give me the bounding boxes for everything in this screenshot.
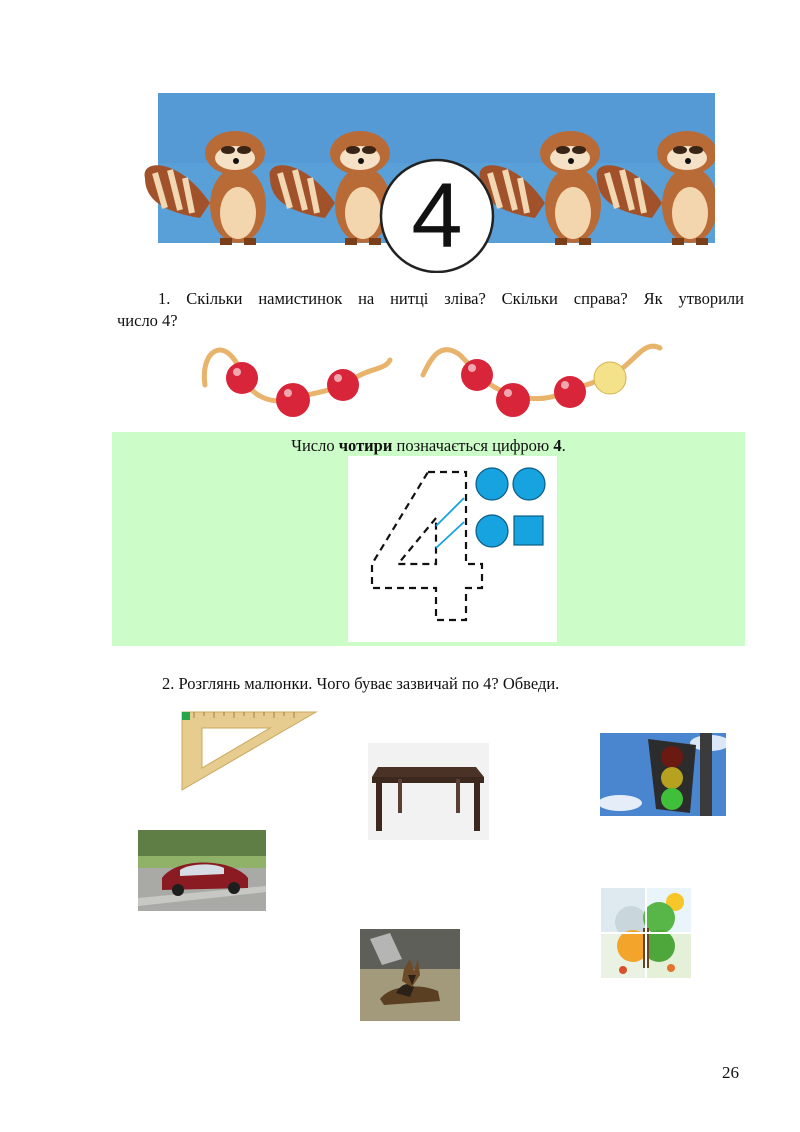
digit-tracing-card xyxy=(348,456,557,642)
exercise-1-line-1: 1. Скільки намистинок на нитці зліва? Скільки справа? Як утворили xyxy=(158,289,744,308)
raccoon-banner xyxy=(140,88,715,273)
shape-square xyxy=(514,516,543,545)
banner-digit: 4 xyxy=(411,165,463,267)
shape-circle-2 xyxy=(513,468,545,500)
shape-circle-3 xyxy=(476,515,508,547)
car-image[interactable] xyxy=(138,830,266,911)
exercise-2-text: 2. Розглянь малюнки. Чого буває зазвичай по 4? Обведи. xyxy=(162,674,560,693)
ruler-triangle-image[interactable] xyxy=(180,710,318,794)
exercise-1-line-2: число 4? xyxy=(117,311,178,330)
info-text-before: Число xyxy=(291,436,339,455)
info-bold-digit: 4 xyxy=(553,436,562,455)
seasons-tree-image[interactable] xyxy=(601,888,691,978)
dog-image[interactable] xyxy=(360,929,460,1021)
traffic-light-image[interactable] xyxy=(600,733,726,816)
info-bold-word: чотири xyxy=(338,436,393,455)
dashed-four-icon xyxy=(348,456,557,642)
info-box-text xyxy=(112,434,745,458)
bead-strings-image xyxy=(185,330,670,425)
info-text-middle: позначається цифрою xyxy=(392,436,554,455)
info-text-end: . xyxy=(561,436,566,455)
info-box xyxy=(112,432,745,646)
shape-circle-1 xyxy=(476,468,508,500)
table-image[interactable] xyxy=(368,743,489,840)
left-bead-string xyxy=(204,350,390,417)
right-bead-string xyxy=(423,346,660,417)
page-number: 26 xyxy=(722,1063,739,1082)
